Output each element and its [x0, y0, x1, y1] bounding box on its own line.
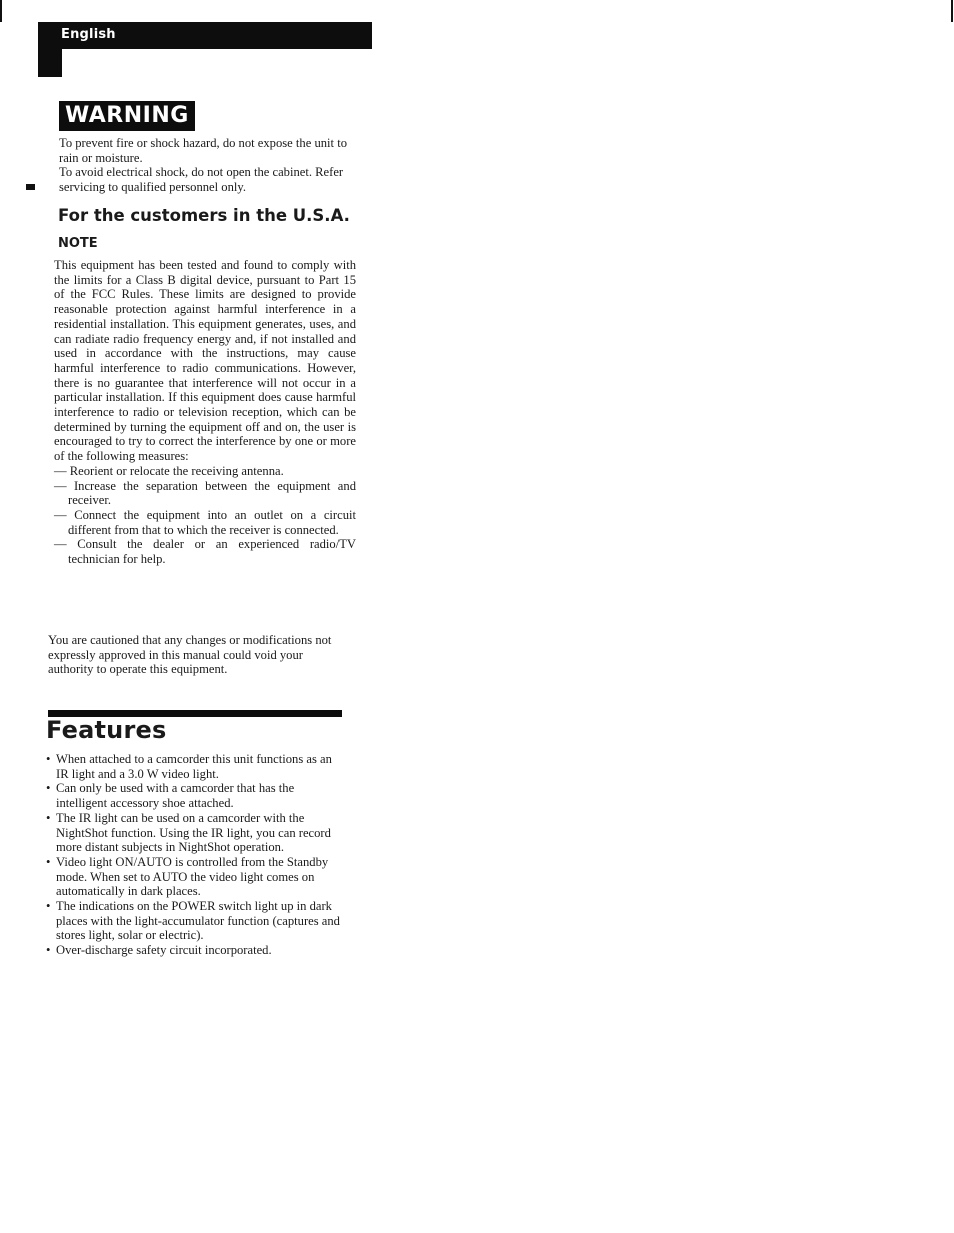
- usa-customers-heading: For the customers in the U.S.A.: [58, 206, 350, 225]
- feature-text: The indications on the POWER switch light up in dark places with the light-accumulator function (captures and stores light, solar or electric).: [56, 899, 340, 943]
- feature-text: The IR light can be used on a camcorder with the NightShot function. Using the IR light, you can record more distant subjects in NightShot operation.: [56, 810, 331, 855]
- feature-text: Over-discharge safety circuit incorporated.: [56, 943, 272, 958]
- list-item: — Connect the equipment into an outlet on a circuit different from that to which the receiver is connected.: [54, 507, 356, 537]
- feature-text: Can only be used with a camcorder that has the intelligent accessory shoe attached.: [56, 781, 295, 811]
- list-item: — Consult the dealer or an experienced radio/TV technician for help.: [54, 537, 356, 567]
- bullet-icon: •: [46, 810, 51, 825]
- bullet-icon: •: [46, 943, 51, 958]
- list-item: [44, 943, 346, 958]
- feature-text: When attached to a camcorder this unit functions as an IR light and a 3.0 W video light.: [56, 752, 332, 781]
- margin-marker: [26, 184, 35, 190]
- bullet-icon: •: [46, 899, 51, 914]
- fcc-measures-list: [54, 464, 356, 567]
- list-item: [44, 781, 346, 810]
- list-item: [44, 899, 346, 943]
- language-label: English: [61, 27, 116, 42]
- warning-paragraph: To avoid electrical shock, do not open the cabinet. Refer servicing to qualified personnel only.: [59, 165, 344, 195]
- feature-text: Video light ON/AUTO is controlled from the Standby mode. When set to AUTO the video light comes on automatically in dark places.: [56, 854, 329, 899]
- fcc-note-paragraph: This equipment has been tested and found to comply with the limits for a Class B digital device, pursuant to Part 15 of the FCC Rules. These limits are designed to provide reasonable protection against harmful interference in a residential installation. This equipment generates, uses, and can radiate radio frequency energy and, if not installed and used in accordance with the instructions, may cause harmful interference to radio communications. However, there is no guarantee that interference will not occur in a particular installation. If this equipment does cause harmful interference to radio or television reception, which can be determined by turning the equipment off and on, the user is encouraged to try to correct the interference by one or more of the following measures:: [54, 258, 356, 464]
- warning-text: [59, 136, 359, 195]
- features-list: [44, 752, 346, 958]
- warning-paragraph: To prevent fire or shock hazard, do not expose the unit to rain or moisture.: [59, 136, 347, 165]
- fcc-note: [54, 258, 356, 567]
- caution-text: [48, 633, 340, 677]
- bullet-icon: •: [46, 781, 51, 796]
- warning-label: WARNING: [59, 101, 195, 131]
- caution-paragraph: You are cautioned that any changes or modifications not expressly approved in this manual could void your authority to operate this equipment.: [48, 633, 332, 677]
- list-item: [44, 855, 346, 899]
- bullet-icon: •: [46, 854, 51, 869]
- list-item: — Reorient or relocate the receiving antenna.: [54, 463, 284, 478]
- scan-edge-mark-left: [0, 0, 2, 22]
- scan-edge-mark-right: [951, 0, 953, 22]
- bullet-icon: •: [46, 752, 51, 766]
- features-heading: Features: [46, 716, 167, 744]
- list-item: [44, 752, 346, 781]
- list-item: — Increase the separation between the equipment and receiver.: [54, 478, 356, 508]
- note-heading: NOTE: [58, 236, 98, 251]
- language-header-tab: [38, 22, 62, 77]
- list-item: [44, 811, 346, 855]
